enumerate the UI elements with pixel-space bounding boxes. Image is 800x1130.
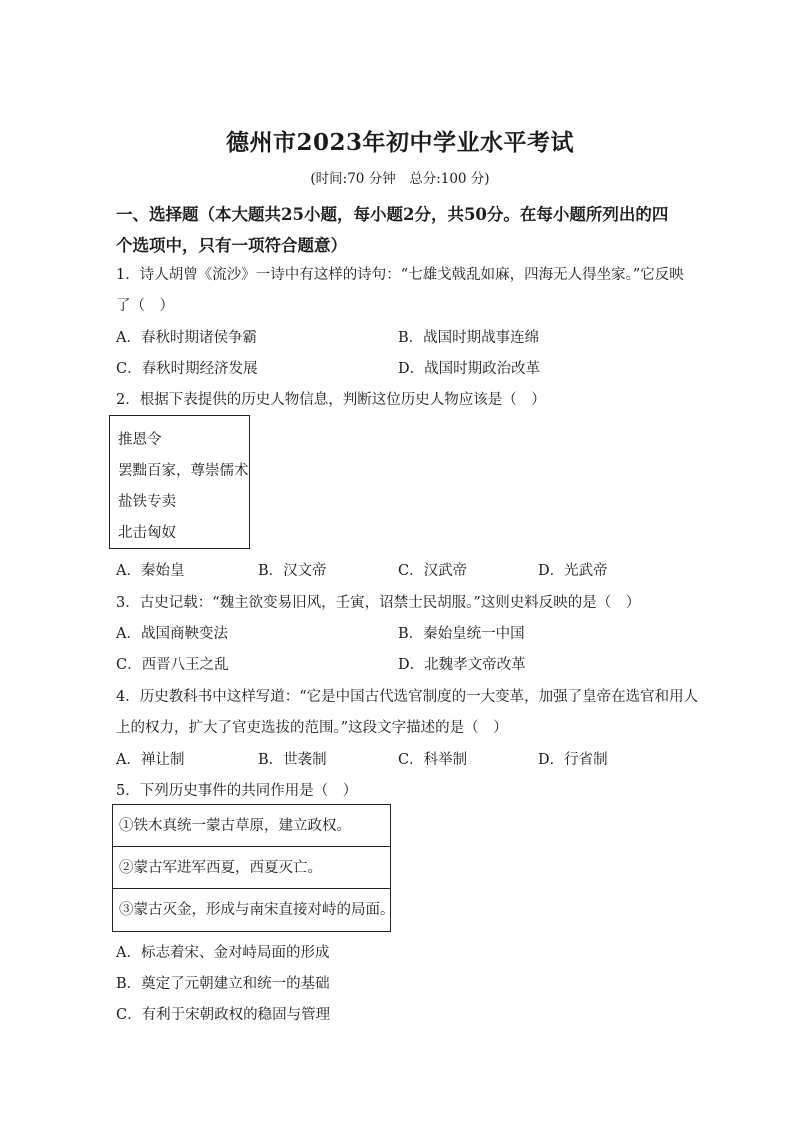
exam-title: 德州市2023年初中学业水平考试 [225, 129, 574, 156]
q3-option-d: D．北魏孝文帝改革 [398, 657, 526, 673]
q3-option-a: A．战国商鞅变法 [116, 626, 228, 642]
q5-event-row: ③蒙古灭金，形成与南宋直接对峙的局面。 [119, 902, 395, 918]
section-heading-line1: 一、选择题（本大题共25小题，每小题2分，共50分。在每小题所列出的四 [116, 205, 669, 224]
q2-info-table [109, 415, 250, 549]
q2-info-row: 推恩令 [118, 432, 162, 448]
q1-option-b: B．战国时期战事连绵 [398, 330, 540, 346]
q3-stem: 3．古史记载：“魏主欲变易旧风，壬寅，诏禁士民胡服。”这则史料反映的是（ ） [116, 595, 641, 611]
q2-info-row: 北击匈奴 [118, 525, 176, 541]
section-heading-line2: 个选项中，只有一项符合题意） [116, 236, 347, 255]
q1-stem-line2: 了（ ） [116, 298, 174, 314]
q5-event-row: ①铁木真统一蒙古草原，建立政权。 [113, 805, 390, 847]
q1-option-d: D．战国时期政治改革 [398, 361, 541, 377]
q2-option-b: B．汉文帝 [258, 563, 327, 579]
q4-option-b: B．世袭制 [258, 752, 327, 768]
q2-info-row: 盐铁专卖 [118, 494, 176, 510]
q4-option-d: D．行省制 [538, 752, 608, 768]
q5-option-b: B．奠定了元朝建立和统一的基础 [116, 976, 330, 992]
q3-option-c: C．西晋八王之乱 [116, 657, 229, 673]
q5-events-table [112, 804, 395, 932]
q4-option-c: C．科举制 [398, 752, 468, 768]
q4-stem-line1: 4．历史教科书中这样写道：“它是中国古代选官制度的一大变革，加强了皇帝在选官和用人 [116, 689, 699, 705]
q1-option-a: A．春秋时期诸侯争霸 [116, 330, 257, 346]
q2-option-d: D．光武帝 [538, 563, 608, 579]
exam-subtitle: (时间:70 分钟 总分:100 分) [310, 171, 490, 187]
q3-option-b: B．秦始皇统一中国 [398, 626, 525, 642]
q2-option-c: C．汉武帝 [398, 563, 468, 579]
q5-stem: 5．下列历史事件的共同作用是（ ） [116, 783, 358, 799]
q5-event-row: ②蒙古军进军西夏，西夏灭亡。 [113, 847, 390, 889]
q2-info-row: 罢黜百家，尊崇儒术 [118, 463, 249, 479]
q4-option-a: A．禅让制 [116, 752, 185, 768]
q2-option-a: A．秦始皇 [116, 563, 185, 579]
q2-stem: 2．根据下表提供的历史人物信息，判断这位历史人物应该是（ ） [116, 392, 546, 408]
q1-stem-line1: 1．诗人胡曾《流沙》一诗中有这样的诗句：“七雄戈戟乱如麻，四海无人得坐家。”它反映 [116, 267, 684, 283]
q5-option-c: C．有利于宋朝政权的稳固与管理 [116, 1007, 331, 1023]
q5-option-a: A．标志着宋、金对峙局面的形成 [116, 945, 330, 961]
q4-stem-line2: 上的权力，扩大了官吏选拔的范围。”这段文字描述的是（ ） [116, 720, 508, 736]
q1-option-c: C．春秋时期经济发展 [116, 361, 258, 377]
